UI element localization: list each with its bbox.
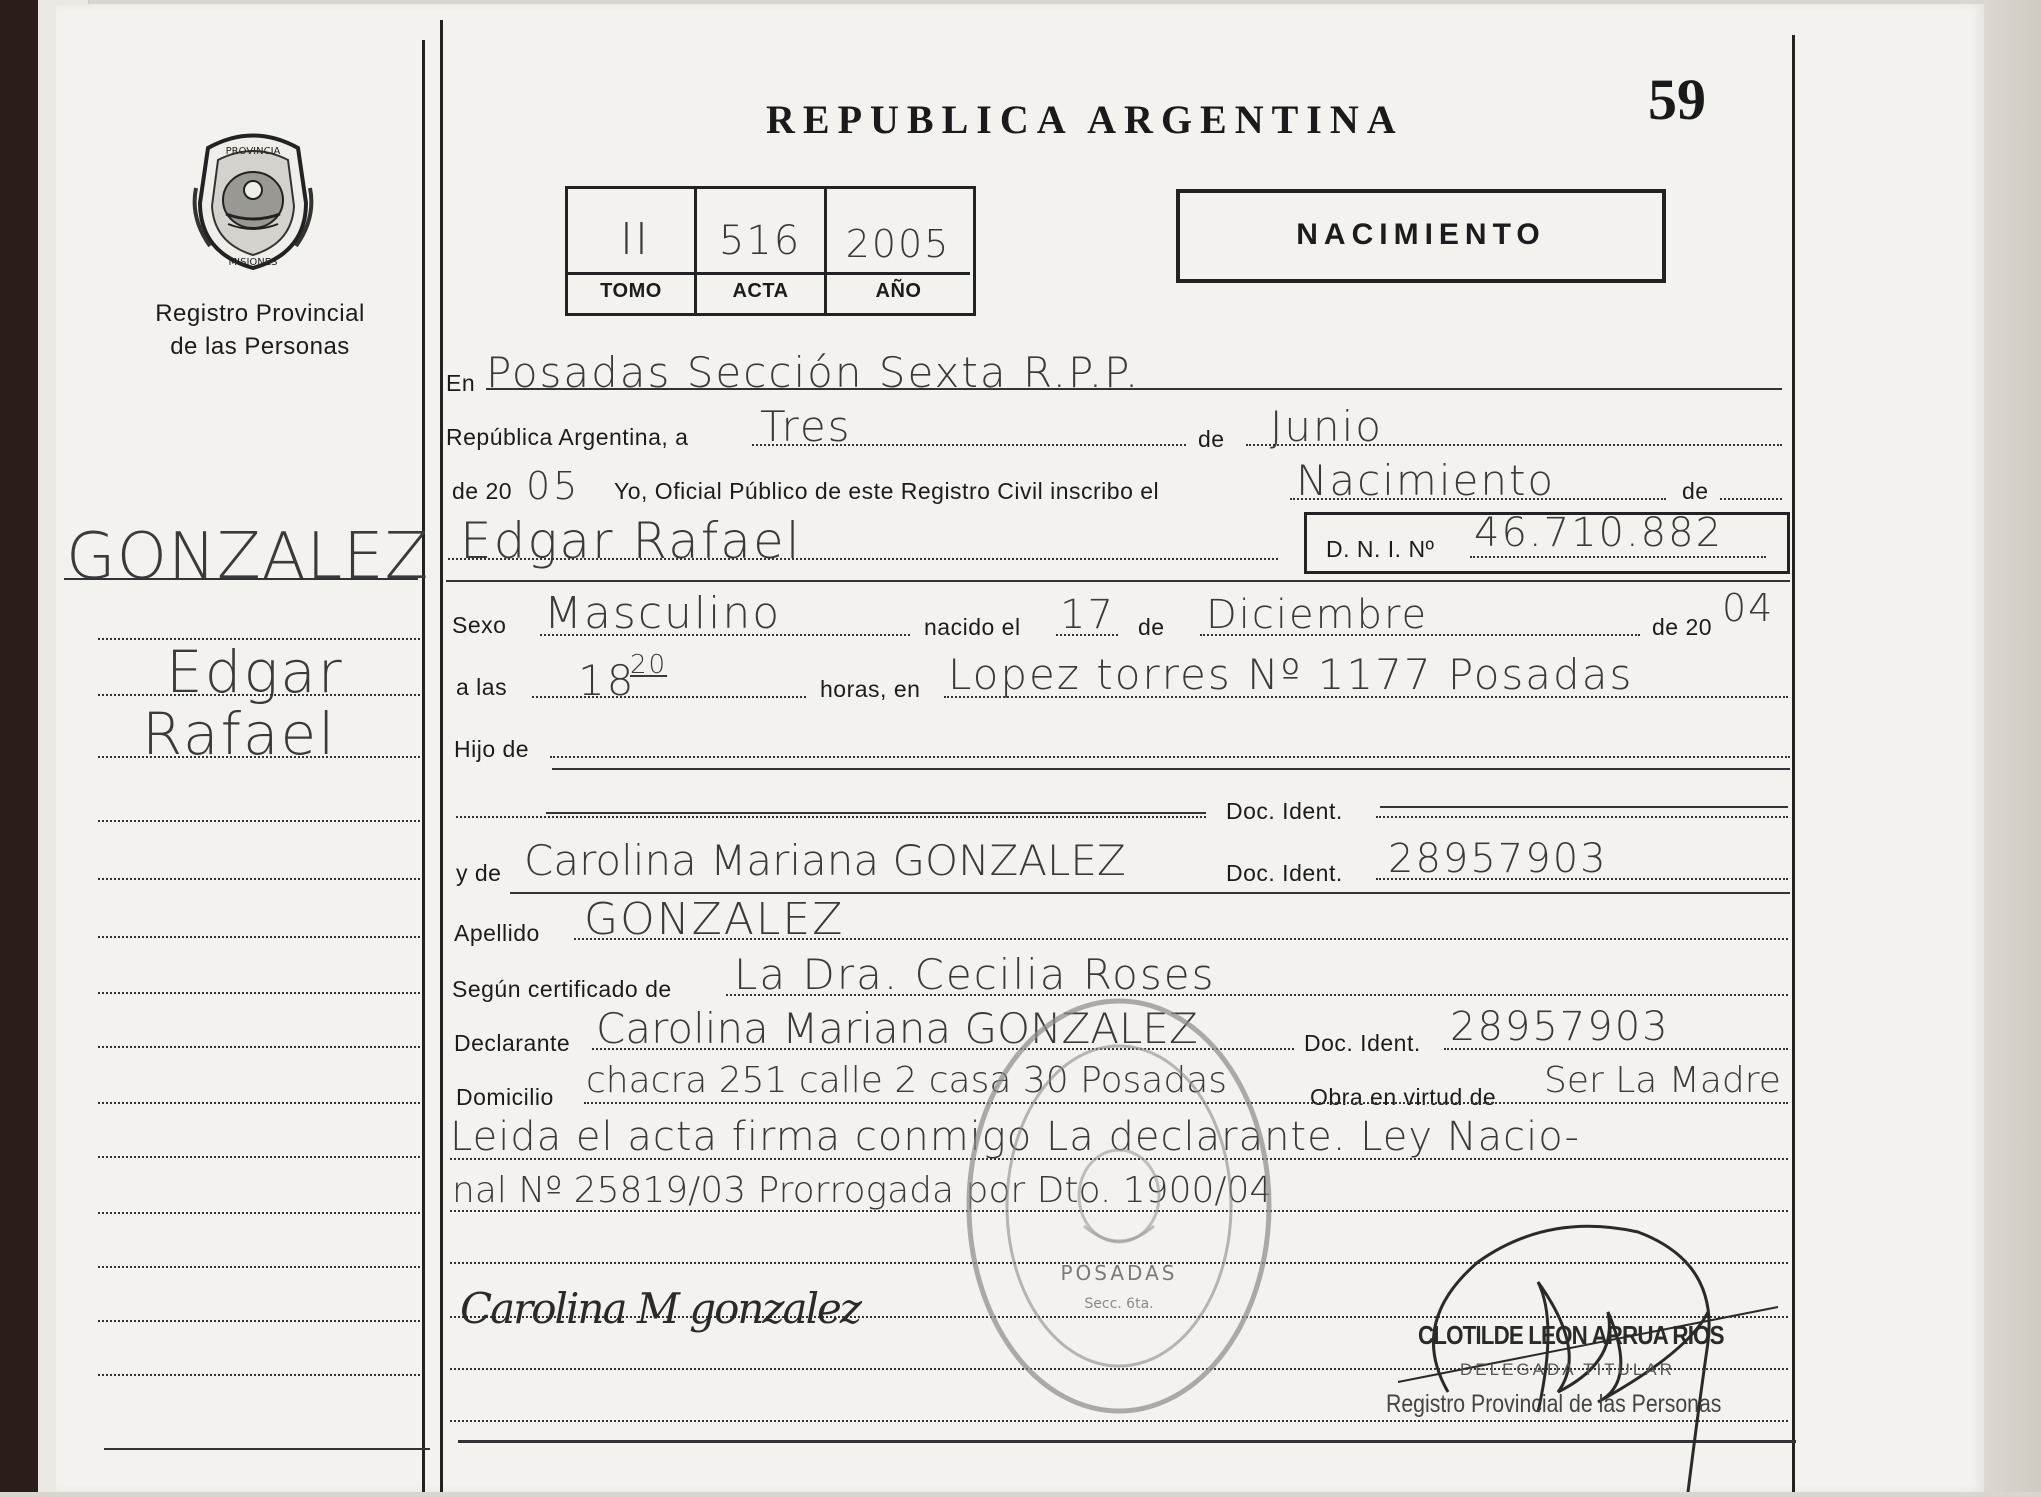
margin-line	[98, 1266, 420, 1268]
sexo-value: Masculino	[544, 588, 782, 639]
obra-label: Obra en virtud de	[1310, 1084, 1497, 1110]
page-edge-shadow	[1984, 0, 2041, 1492]
apellido-value: GONZALEZ	[584, 894, 845, 945]
sexo-label: Sexo	[452, 612, 507, 638]
apellido-label: Apellido	[454, 920, 540, 946]
country-heading: REPUBLICA ARGENTINA	[766, 97, 1404, 142]
notes-line-2: nal Nº 25819/03 Prorrogada por Dto. 1900/04	[452, 1170, 1273, 1211]
section-rule	[446, 580, 1790, 582]
anio-label: AÑO	[875, 280, 922, 302]
margin-line	[98, 936, 420, 938]
day-value: Tres	[760, 402, 852, 451]
father-name-strike	[546, 812, 1206, 814]
hijo-label: Hijo de	[454, 736, 530, 762]
registry-name-line2: de las Personas	[170, 333, 350, 360]
official-name: CLOTILDE LEON ARRUA RIOS	[1418, 1320, 1724, 1350]
record-id-label-rule	[568, 272, 970, 275]
doc-ident-label-3: Doc. Ident.	[1304, 1030, 1421, 1056]
mother-name: Carolina Mariana GONZALEZ	[524, 836, 1126, 885]
birth-place-line	[944, 696, 1788, 698]
hour-value: 18	[578, 656, 636, 705]
dni-label: D. N. I. Nº	[1326, 536, 1435, 562]
acta-label: ACTA	[732, 280, 789, 302]
declarante-doc-line	[1444, 1048, 1788, 1050]
declarant-signature: Carolina M gonzalez	[460, 1284, 861, 1333]
father-doc-strike	[1380, 806, 1788, 808]
margin-middle-name: Rafael	[142, 700, 337, 768]
dni-value: 46.710.882	[1474, 510, 1724, 556]
birth-place-value: Lopez torres Nº 1177 Posadas	[948, 650, 1634, 699]
margin-line	[98, 1320, 420, 1322]
margin-line	[98, 756, 420, 758]
en-line	[486, 388, 1782, 390]
declarante-label: Declarante	[454, 1030, 571, 1056]
de-label: de	[1198, 426, 1225, 452]
declarante-value: Carolina Mariana GONZALEZ	[596, 1004, 1198, 1053]
official-registry: Registro Provincial de las Personas	[1386, 1390, 1722, 1418]
month-line	[1246, 444, 1782, 446]
obra-value: Ser La Madre	[1544, 1060, 1781, 1101]
child-name-line	[448, 558, 1278, 560]
certificado-value: La Dra. Cecilia Roses	[734, 950, 1216, 999]
y-de-label: y de	[456, 860, 502, 886]
inscribo-line	[1290, 498, 1666, 500]
margin-line	[98, 1374, 420, 1376]
tomo-label: TOMO	[600, 280, 662, 302]
margin-line	[98, 638, 420, 640]
inscribo-value: Nacimiento	[1296, 456, 1556, 505]
svg-text:MISIONES: MISIONES	[228, 257, 278, 268]
margin-line	[98, 1212, 420, 1214]
doc-ident-label-1: Doc. Ident.	[1226, 798, 1343, 824]
margin-line	[98, 1046, 420, 1048]
margin-bottom-rule	[104, 1448, 430, 1450]
place-value: Posadas Sección Sexta R.P.P.	[486, 348, 1141, 397]
doc-ident-label-2: Doc. Ident.	[1226, 860, 1343, 886]
margin-surname-rule	[64, 578, 418, 580]
provincial-seal-emblem	[188, 128, 318, 273]
father-line	[550, 756, 1790, 758]
minute-value: 20	[630, 650, 668, 680]
svg-text:PROVINCIA: PROVINCIA	[225, 146, 281, 157]
margin-line	[98, 878, 420, 880]
page-number: 59	[1648, 67, 1706, 132]
mother-doc: 28957903	[1388, 836, 1608, 882]
segun-label: Según certificado de	[452, 976, 672, 1002]
margin-divider-line	[422, 40, 425, 1492]
de-label-2: de	[1682, 478, 1709, 504]
father-doc-line	[1376, 816, 1788, 818]
form-right-border	[1792, 35, 1795, 1492]
margin-line	[98, 992, 420, 994]
en-label: En	[446, 370, 476, 396]
declarante-doc: 28957903	[1450, 1004, 1670, 1050]
margin-first-name: Edgar	[166, 638, 344, 706]
tomo-value: II	[620, 214, 650, 265]
de-label-3: de	[1138, 614, 1165, 640]
margin-line	[98, 1156, 420, 1158]
horas-label: horas, en	[820, 676, 921, 702]
father-line-strike	[552, 768, 1790, 770]
svg-text:Secc. 6ta.: Secc. 6ta.	[1084, 1296, 1154, 1312]
year-suffix-value: 05	[526, 464, 581, 508]
sexo-line	[540, 634, 910, 636]
birth-year-prefix: de 20	[1652, 614, 1713, 640]
official-oval-stamp	[964, 996, 1274, 1416]
notes-line-1: Leida el acta firma conmigo La declarante. Ley Nacio-	[450, 1114, 1580, 1160]
record-type-label: NACIMIENTO	[1296, 218, 1546, 251]
time-line	[532, 696, 806, 698]
margin-line	[98, 1102, 420, 1104]
book-spine-shadow	[0, 0, 40, 1492]
anio-value: 2005	[845, 222, 951, 266]
de-line-2	[1720, 498, 1782, 500]
father-name-line	[456, 816, 1206, 818]
child-name: Edgar Rafael	[460, 512, 802, 570]
acta-value: 516	[718, 218, 802, 264]
apellido-line	[574, 938, 1788, 940]
domicilio-value: chacra 251 calle 2 casa 30 Posadas	[586, 1060, 1228, 1101]
margin-line	[98, 820, 420, 822]
margin-line	[98, 694, 420, 696]
yo-statement: Yo, Oficial Público de este Registro Civil inscribo el	[614, 478, 1160, 504]
birth-day-line	[1056, 634, 1118, 636]
republica-label: República Argentina, a	[446, 424, 689, 450]
official-title: DELEGADA TITULAR	[1460, 1360, 1675, 1379]
month-value: Junio	[1270, 402, 1383, 451]
form-left-border	[440, 20, 443, 1492]
domicilio-label: Domicilio	[456, 1084, 554, 1110]
a-las-label: a las	[456, 674, 508, 700]
svg-text:POSADAS: POSADAS	[1060, 1261, 1178, 1285]
mother-doc-line	[1376, 878, 1788, 880]
year-prefix-label: de 20	[452, 478, 513, 504]
birth-month-line	[1200, 634, 1640, 636]
dni-line	[1470, 556, 1766, 558]
birth-month-value: Diciembre	[1206, 592, 1429, 638]
nacido-label: nacido el	[924, 614, 1021, 640]
day-line	[752, 444, 1186, 446]
margin-surname: GONZALEZ	[66, 520, 430, 594]
registry-name-line1: Registro Provincial	[155, 300, 365, 327]
birth-year-suffix: 04	[1722, 586, 1775, 630]
birth-day-value: 17	[1060, 592, 1115, 638]
